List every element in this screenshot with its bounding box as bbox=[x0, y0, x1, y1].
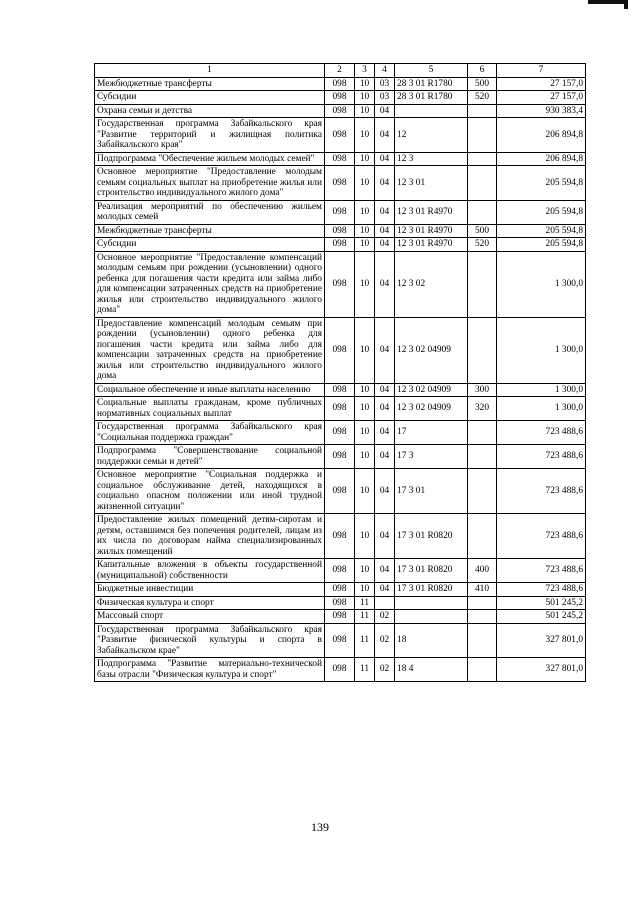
expense-type-code bbox=[468, 445, 497, 469]
row-title: Межбюджетные трансферты bbox=[95, 77, 325, 91]
header-cell-5: 5 bbox=[395, 64, 468, 78]
ministry-code: 098 bbox=[325, 559, 355, 583]
table-body bbox=[95, 64, 586, 682]
expense-type-code: 500 bbox=[468, 224, 497, 238]
amount: 723 488,6 bbox=[497, 445, 586, 469]
subsection-code: 04 bbox=[375, 397, 395, 421]
row-title: Социальные выплаты гражданам, кроме публичных нормативных социальных выплат bbox=[95, 397, 325, 421]
row-title: Реализация мероприятий по обеспечению жильем молодых семей bbox=[95, 200, 325, 224]
target-article-code: 28 3 01 R1780 bbox=[395, 91, 468, 105]
subsection-code: 04 bbox=[375, 104, 395, 118]
table-row bbox=[95, 91, 586, 105]
section-code: 10 bbox=[355, 166, 375, 201]
target-article-code: 17 3 01 R0820 bbox=[395, 559, 468, 583]
target-article-code: 12 3 01 bbox=[395, 166, 468, 201]
section-code: 10 bbox=[355, 445, 375, 469]
amount: 1 300,0 bbox=[497, 251, 586, 317]
subsection-code: 02 bbox=[375, 658, 395, 682]
header-cell-6: 6 bbox=[468, 64, 497, 78]
target-article-code: 18 bbox=[395, 623, 468, 658]
subsection-code bbox=[375, 596, 395, 610]
expense-type-code: 410 bbox=[468, 583, 497, 597]
ministry-code: 098 bbox=[325, 596, 355, 610]
expense-type-code bbox=[468, 610, 497, 624]
amount: 930 383,4 bbox=[497, 104, 586, 118]
subsection-code: 04 bbox=[375, 118, 395, 153]
subsection-code: 03 bbox=[375, 77, 395, 91]
table-row bbox=[95, 596, 586, 610]
section-code: 11 bbox=[355, 623, 375, 658]
ministry-code: 098 bbox=[325, 152, 355, 166]
subsection-code: 04 bbox=[375, 200, 395, 224]
subsection-code: 04 bbox=[375, 251, 395, 317]
ministry-code: 098 bbox=[325, 224, 355, 238]
target-article-code: 17 3 01 R0820 bbox=[395, 514, 468, 559]
amount: 1 300,0 bbox=[497, 317, 586, 383]
target-article-code: 12 3 01 R4970 bbox=[395, 238, 468, 252]
ministry-code: 098 bbox=[325, 397, 355, 421]
page-number: 139 bbox=[311, 820, 329, 834]
expense-type-code bbox=[468, 421, 497, 445]
row-title: Межбюджетные трансферты bbox=[95, 224, 325, 238]
row-title: Предоставление жилых помещений детям-сиротам и детям, оставшимся без попечения родителей, лицам из их числа по договорам найма специализированных жилых помещений bbox=[95, 514, 325, 559]
row-title: Подпрограмма "Развитие материально-технической базы отрасли "Физическая культура и спорт" bbox=[95, 658, 325, 682]
row-title: Бюджетные инвестиции bbox=[95, 583, 325, 597]
amount: 27 157,0 bbox=[497, 77, 586, 91]
header-cell-3: 3 bbox=[355, 64, 375, 78]
target-article-code bbox=[395, 104, 468, 118]
subsection-code: 04 bbox=[375, 224, 395, 238]
row-title: Капитальные вложения в объекты государственной (муниципальной) собственности bbox=[95, 559, 325, 583]
subsection-code: 04 bbox=[375, 383, 395, 397]
subsection-code: 04 bbox=[375, 583, 395, 597]
header-row bbox=[95, 64, 586, 78]
target-article-code: 12 3 01 R4970 bbox=[395, 200, 468, 224]
row-title: Основное мероприятие "Предоставление молодым семьям социальных выплат на приобретение жилья или строительство индивидуального жилого дома" bbox=[95, 166, 325, 201]
row-title: Субсидии bbox=[95, 91, 325, 105]
section-code: 10 bbox=[355, 91, 375, 105]
table-row bbox=[95, 610, 586, 624]
ministry-code: 098 bbox=[325, 251, 355, 317]
subsection-code: 04 bbox=[375, 166, 395, 201]
target-article-code: 12 3 01 R4970 bbox=[395, 224, 468, 238]
ministry-code: 098 bbox=[325, 610, 355, 624]
amount: 205 594,8 bbox=[497, 224, 586, 238]
section-code: 10 bbox=[355, 383, 375, 397]
row-title: Охрана семьи и детства bbox=[95, 104, 325, 118]
section-code: 10 bbox=[355, 77, 375, 91]
target-article-code: 28 3 01 R1780 bbox=[395, 77, 468, 91]
row-title: Массовый спорт bbox=[95, 610, 325, 624]
amount: 723 488,6 bbox=[497, 514, 586, 559]
target-article-code bbox=[395, 610, 468, 624]
expense-type-code: 500 bbox=[468, 77, 497, 91]
subsection-code: 04 bbox=[375, 559, 395, 583]
row-title: Предоставление компенсаций молодым семьям при рождении (усыновлении) одного ребенка для погашения части кредита или займа либо для компенсации затраченных средств на приобретение жилья или строительство индивидуального жилого дома bbox=[95, 317, 325, 383]
budget-table bbox=[94, 63, 586, 682]
amount: 206 894,8 bbox=[497, 152, 586, 166]
table-row bbox=[95, 77, 586, 91]
ministry-code: 098 bbox=[325, 445, 355, 469]
expense-type-code bbox=[468, 596, 497, 610]
row-title: Подпрограмма "Обеспечение жильем молодых семей" bbox=[95, 152, 325, 166]
table-row bbox=[95, 623, 586, 658]
ministry-code: 098 bbox=[325, 166, 355, 201]
section-code: 10 bbox=[355, 421, 375, 445]
corner-mark bbox=[588, 0, 628, 4]
section-code: 10 bbox=[355, 397, 375, 421]
header-cell-7: 7 bbox=[497, 64, 586, 78]
table-row bbox=[95, 166, 586, 201]
ministry-code: 098 bbox=[325, 200, 355, 224]
amount: 205 594,8 bbox=[497, 238, 586, 252]
section-code: 11 bbox=[355, 596, 375, 610]
section-code: 10 bbox=[355, 152, 375, 166]
ministry-code: 098 bbox=[325, 104, 355, 118]
row-title: Социальное обеспечение и иные выплаты населению bbox=[95, 383, 325, 397]
target-article-code: 12 3 02 04909 bbox=[395, 317, 468, 383]
target-article-code: 17 3 01 bbox=[395, 469, 468, 514]
expense-type-code: 520 bbox=[468, 238, 497, 252]
ministry-code: 098 bbox=[325, 469, 355, 514]
ministry-code: 098 bbox=[325, 317, 355, 383]
row-title: Физическая культура и спорт bbox=[95, 596, 325, 610]
expense-type-code bbox=[468, 317, 497, 383]
section-code: 10 bbox=[355, 251, 375, 317]
row-title: Субсидии bbox=[95, 238, 325, 252]
row-title: Государственная программа Забайкальского края "Социальная поддержка граждан" bbox=[95, 421, 325, 445]
subsection-code: 04 bbox=[375, 445, 395, 469]
section-code: 10 bbox=[355, 469, 375, 514]
table-row bbox=[95, 200, 586, 224]
section-code: 10 bbox=[355, 200, 375, 224]
table-row bbox=[95, 224, 586, 238]
section-code: 10 bbox=[355, 583, 375, 597]
amount: 723 488,6 bbox=[497, 583, 586, 597]
amount: 723 488,6 bbox=[497, 469, 586, 514]
expense-type-code bbox=[468, 166, 497, 201]
ministry-code: 098 bbox=[325, 118, 355, 153]
target-article-code bbox=[395, 596, 468, 610]
amount: 1 300,0 bbox=[497, 383, 586, 397]
expense-type-code bbox=[468, 200, 497, 224]
corner-tick bbox=[624, 0, 628, 9]
section-code: 10 bbox=[355, 559, 375, 583]
amount: 501 245,2 bbox=[497, 596, 586, 610]
ministry-code: 098 bbox=[325, 77, 355, 91]
expense-type-code bbox=[468, 469, 497, 514]
ministry-code: 098 bbox=[325, 383, 355, 397]
expense-type-code: 300 bbox=[468, 383, 497, 397]
section-code: 10 bbox=[355, 104, 375, 118]
subsection-code: 04 bbox=[375, 238, 395, 252]
target-article-code: 12 bbox=[395, 118, 468, 153]
expense-type-code: 520 bbox=[468, 91, 497, 105]
section-code: 10 bbox=[355, 238, 375, 252]
expense-type-code bbox=[468, 514, 497, 559]
ministry-code: 098 bbox=[325, 658, 355, 682]
subsection-code: 03 bbox=[375, 91, 395, 105]
table-row bbox=[95, 559, 586, 583]
table-row bbox=[95, 445, 586, 469]
amount: 206 894,8 bbox=[497, 118, 586, 153]
target-article-code: 12 3 02 04909 bbox=[395, 383, 468, 397]
amount: 27 157,0 bbox=[497, 91, 586, 105]
subsection-code: 04 bbox=[375, 317, 395, 383]
header-cell-1: 1 bbox=[95, 64, 325, 78]
expense-type-code bbox=[468, 251, 497, 317]
section-code: 10 bbox=[355, 224, 375, 238]
ministry-code: 098 bbox=[325, 91, 355, 105]
subsection-code: 04 bbox=[375, 152, 395, 166]
table-row bbox=[95, 238, 586, 252]
section-code: 10 bbox=[355, 514, 375, 559]
amount: 327 801,0 bbox=[497, 658, 586, 682]
table-row bbox=[95, 469, 586, 514]
table-row bbox=[95, 658, 586, 682]
section-code: 10 bbox=[355, 317, 375, 383]
subsection-code: 02 bbox=[375, 623, 395, 658]
expense-type-code bbox=[468, 118, 497, 153]
target-article-code: 17 3 bbox=[395, 445, 468, 469]
amount: 1 300,0 bbox=[497, 397, 586, 421]
row-title: Основное мероприятие "Социальная поддержка и социальное обслуживание детей, находящихся в социально опасном положении или иной трудной жизненной ситуации" bbox=[95, 469, 325, 514]
subsection-code: 02 bbox=[375, 610, 395, 624]
table-row bbox=[95, 251, 586, 317]
ministry-code: 098 bbox=[325, 421, 355, 445]
amount: 327 801,0 bbox=[497, 623, 586, 658]
expense-type-code bbox=[468, 658, 497, 682]
header-cell-4: 4 bbox=[375, 64, 395, 78]
row-title: Подпрограмма "Совершенствование социальной поддержки семьи и детей" bbox=[95, 445, 325, 469]
table-row bbox=[95, 317, 586, 383]
table-row bbox=[95, 421, 586, 445]
table-row bbox=[95, 104, 586, 118]
amount: 501 245,2 bbox=[497, 610, 586, 624]
section-code: 11 bbox=[355, 610, 375, 624]
table-row bbox=[95, 583, 586, 597]
header-cell-2: 2 bbox=[325, 64, 355, 78]
amount: 205 594,8 bbox=[497, 166, 586, 201]
amount: 723 488,6 bbox=[497, 421, 586, 445]
target-article-code: 12 3 02 04909 bbox=[395, 397, 468, 421]
expense-type-code bbox=[468, 152, 497, 166]
subsection-code: 04 bbox=[375, 469, 395, 514]
table-row bbox=[95, 514, 586, 559]
ministry-code: 098 bbox=[325, 583, 355, 597]
amount: 723 488,6 bbox=[497, 559, 586, 583]
expense-type-code bbox=[468, 623, 497, 658]
target-article-code: 17 3 01 R0820 bbox=[395, 583, 468, 597]
expense-type-code: 400 bbox=[468, 559, 497, 583]
expense-type-code: 320 bbox=[468, 397, 497, 421]
subsection-code: 04 bbox=[375, 514, 395, 559]
target-article-code: 17 bbox=[395, 421, 468, 445]
expense-type-code bbox=[468, 104, 497, 118]
section-code: 10 bbox=[355, 118, 375, 153]
subsection-code: 04 bbox=[375, 421, 395, 445]
target-article-code: 18 4 bbox=[395, 658, 468, 682]
table-row bbox=[95, 118, 586, 153]
section-code: 11 bbox=[355, 658, 375, 682]
table-row bbox=[95, 383, 586, 397]
row-title: Основное мероприятие "Предоставление компенсаций молодым семьям при рождении (усыновлении) одного ребенка для погашения части кредита или займа либо для компенсации затраченных средств на приобретение жилья или строительство индивидуального жилого дома" bbox=[95, 251, 325, 317]
table-row bbox=[95, 397, 586, 421]
target-article-code: 12 3 02 bbox=[395, 251, 468, 317]
row-title: Государственная программа Забайкальского края "Развитие физической культуры и спорта в Забайкальском крае" bbox=[95, 623, 325, 658]
ministry-code: 098 bbox=[325, 514, 355, 559]
row-title: Государственная программа Забайкальского края "Развитие территорий и жилищная политика Забайкальского края" bbox=[95, 118, 325, 153]
target-article-code: 12 3 bbox=[395, 152, 468, 166]
table-row bbox=[95, 152, 586, 166]
amount: 205 594,8 bbox=[497, 200, 586, 224]
ministry-code: 098 bbox=[325, 238, 355, 252]
ministry-code: 098 bbox=[325, 623, 355, 658]
